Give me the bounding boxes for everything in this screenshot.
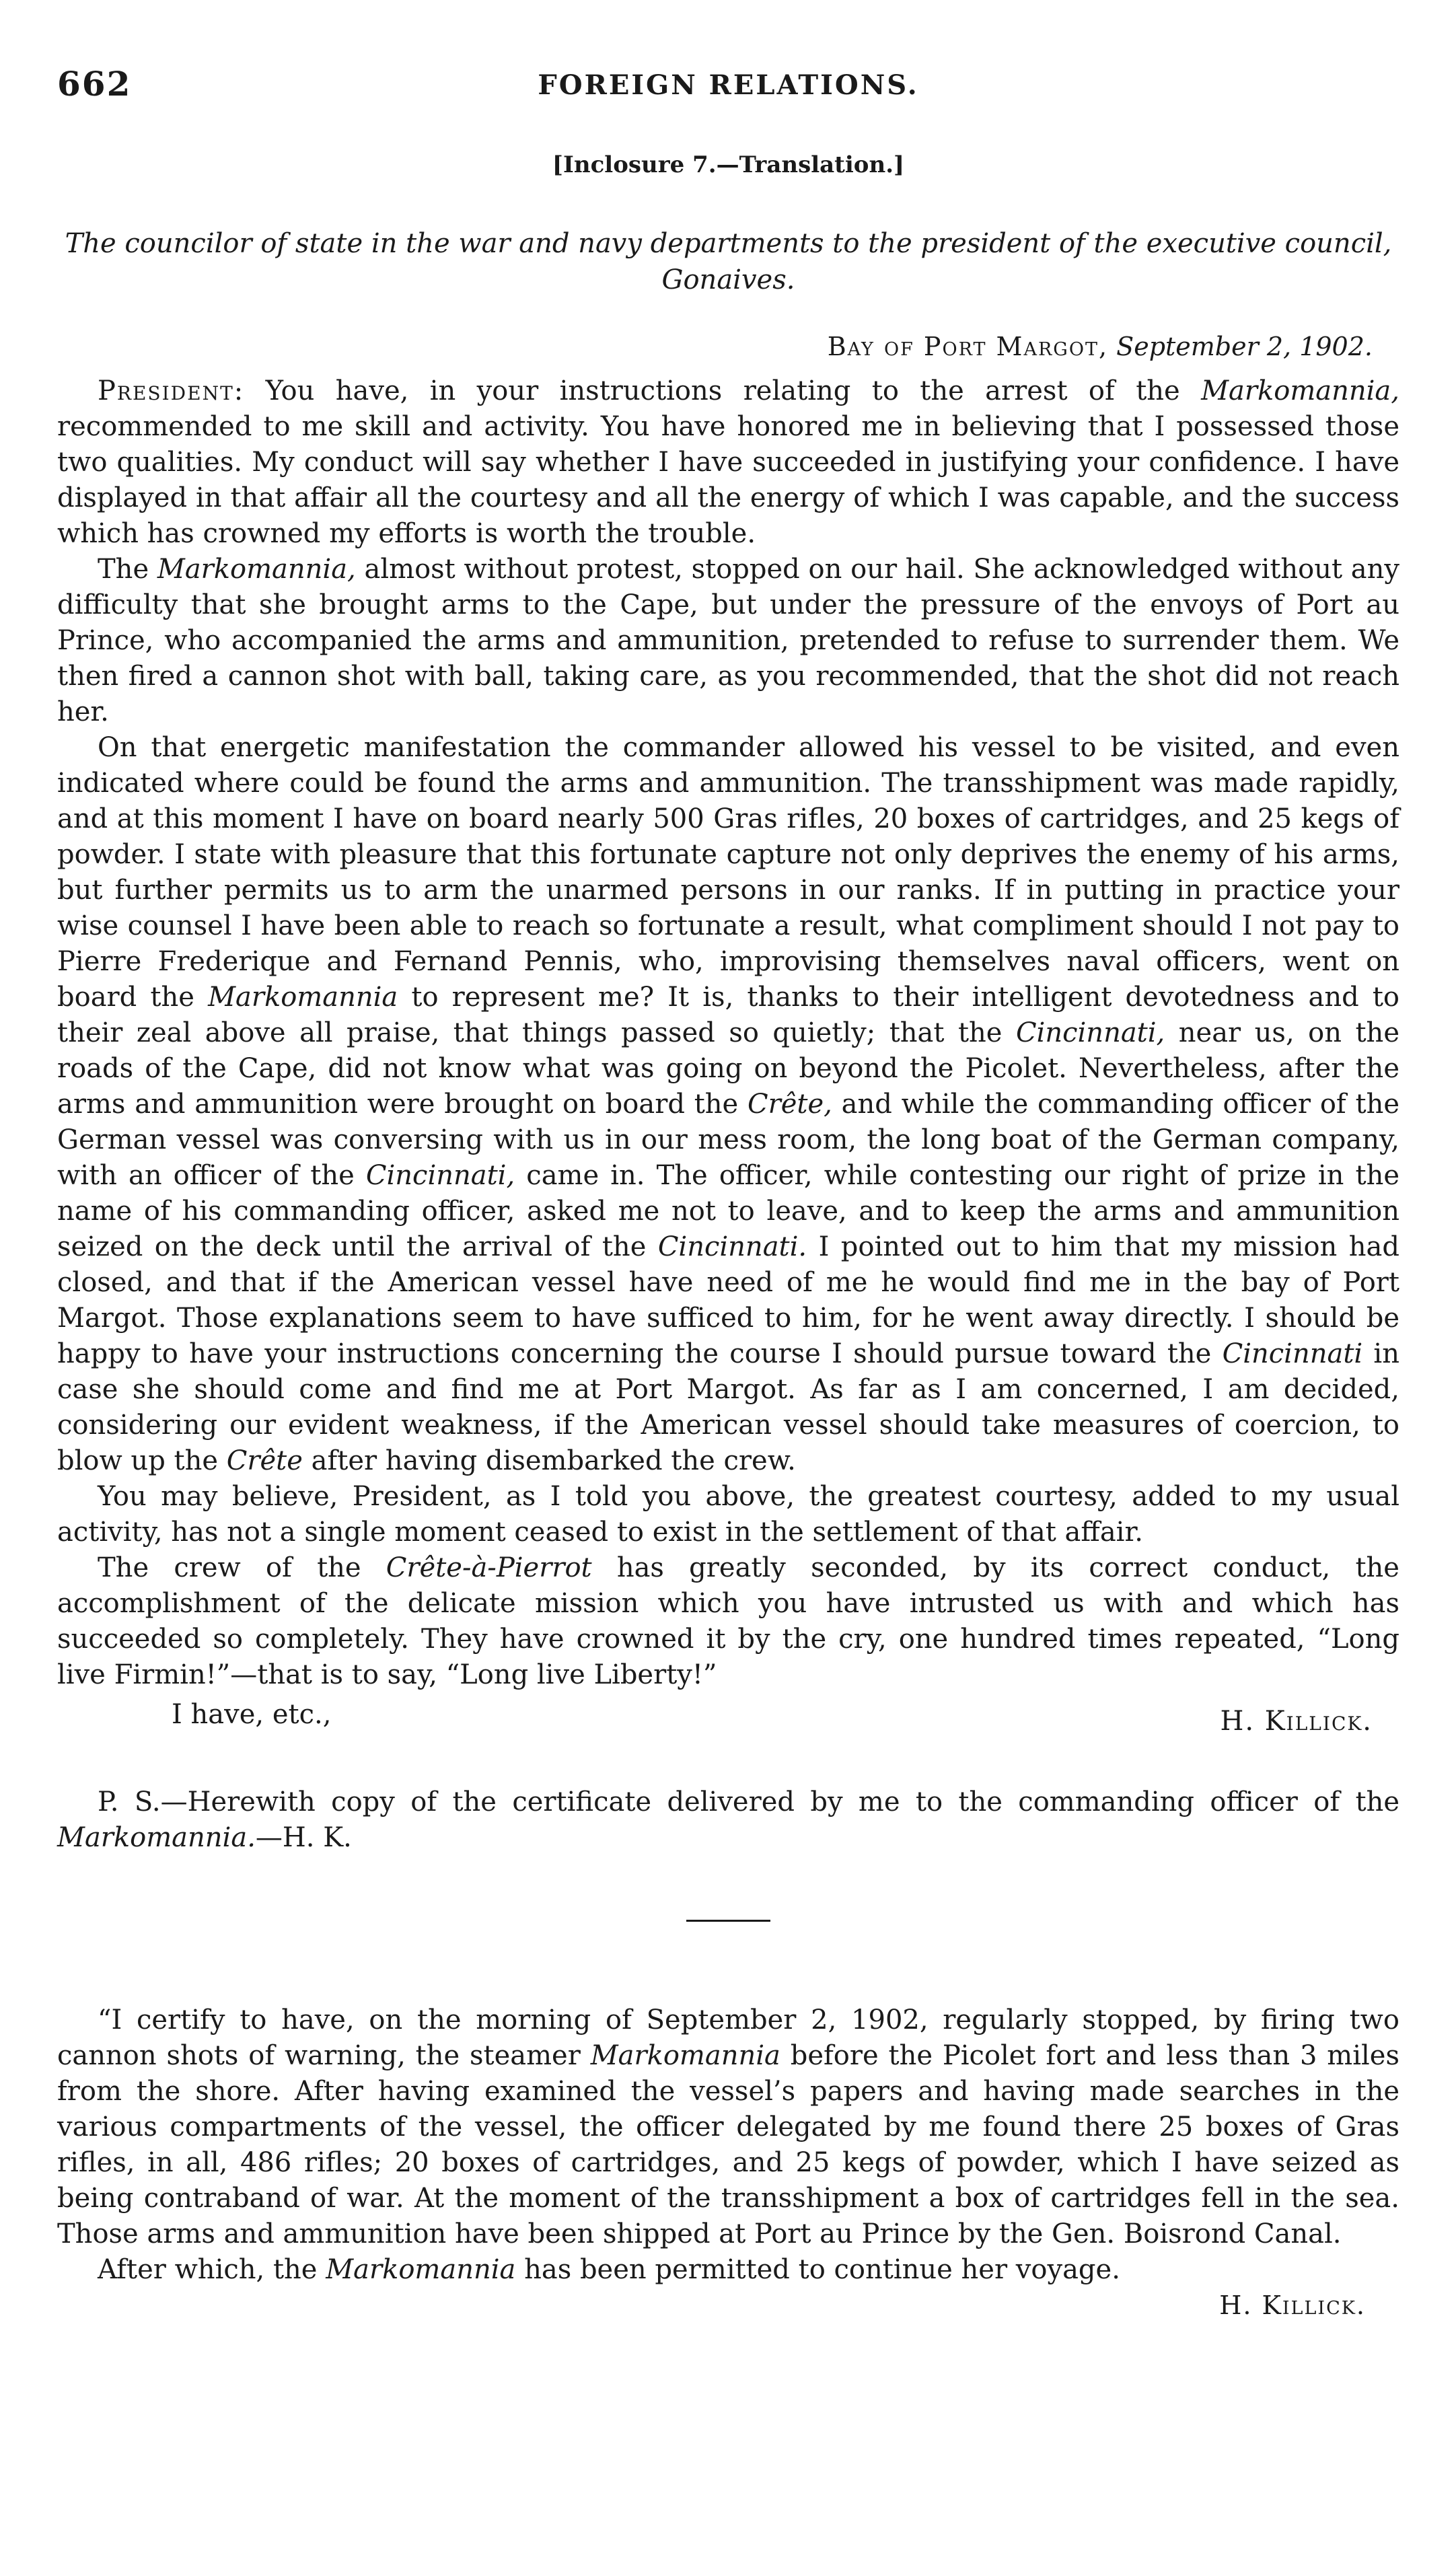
ship-name: Cincinnati, xyxy=(1015,1017,1165,1048)
certificate-signature: H. Killick. xyxy=(1219,2291,1366,2320)
paragraph xyxy=(57,1550,1399,1693)
text-run: P. S.—Herewith copy of the certificate delivered by me to the commanding officer of the xyxy=(98,1787,1399,1817)
enclosure-label xyxy=(57,151,1399,178)
ship-name: Markomannia, xyxy=(1201,375,1399,406)
text-run: came in. The officer, while contesting our right of prize in the name of his commanding officer, asked me not to leave, and to keep the arms and ammunition seized on the deck until the arrival of the xyxy=(57,1160,1399,1262)
text-run: “I certify to have, on the morning of September 2, 1902, regularly stopped, by firing two cannon shots of warning, the steamer xyxy=(57,2005,1399,2071)
ship-name: Markomannia xyxy=(326,2254,516,2285)
ship-name: Cincinnati, xyxy=(365,1160,515,1191)
text-run: On that energetic manifestation the commander allowed his vessel to be visited, and even indicated where could be found the arms and ammunition. The transshipment was made rapidly, and at this moment I have on board nearly 500 Gras rifles, 20 boxes of cartridges, and 25 kegs of powder. I state with pleasure that this fortunate capture not only deprives the enemy of his arms, but further permits us to arm the unarmed persons in our ranks. If in putting in practice your wise counsel I have been able to reach so fortunate a result, what compliment should I not pay to Pierre Frederique and Fernand Pennis, who, improvising themselves naval officers, went on board the xyxy=(57,732,1399,1013)
dateline-date: September 2, 1902. xyxy=(1116,332,1373,361)
postscript xyxy=(57,1784,1399,1856)
page-number: 662 xyxy=(57,64,132,104)
ship-name: Crête xyxy=(226,1445,303,1476)
paragraph xyxy=(57,552,1399,730)
text-run: recommended to me skill and activity. You have honored me in believing that I possessed those two qualities. My conduct will say whether I have succeeded in justifying your confidence. I have displayed in that affair all the courtesy and all the energy of which I was capable, and the success which has crowned my efforts is worth the trouble. xyxy=(57,411,1399,549)
text-run: after having disembarked the crew. xyxy=(302,1445,796,1476)
paragraph xyxy=(57,2003,1399,2252)
certificate-text xyxy=(57,2003,1399,2288)
text-run: I pointed out to him that my mission had closed, and that if the American vessel have need of me he would find me in the bay of Port Margot. Those explanations seem to have sufficed to him, for he went away directly. I should be happy to have your instructions concerning the course I should pursue toward the xyxy=(57,1231,1399,1369)
document-page xyxy=(57,64,1399,2320)
paragraph xyxy=(57,373,1399,552)
text-run: —H. K. xyxy=(255,1822,352,1853)
ship-name: Crête, xyxy=(748,1089,832,1120)
text-run: You have, in your instructions relating to the arrest of the xyxy=(244,375,1202,406)
dateline-place: Bay of Port Margot, xyxy=(827,332,1109,361)
signature: H. Killick. xyxy=(1220,1706,1373,1737)
text-run: near us, on the roads of the Cape, did not know what was going on beyond the Picolet. Nevertheless, after the arms and ammunition were brought on board the xyxy=(57,1017,1399,1120)
paragraph: You may believe, President, as I told you above, the greatest courtesy, added to my usual activity, has not a single moment ceased to exist in the settlement of that affair. xyxy=(57,1481,1399,1548)
salutation: President: xyxy=(98,375,245,406)
dateline xyxy=(57,332,1399,361)
text-run: After which, the xyxy=(98,2254,326,2285)
text-run: The xyxy=(98,554,157,585)
complimentary-close: I have, etc., xyxy=(172,1699,332,1730)
text-run: The crew of the xyxy=(98,1552,386,1583)
enclosure-text: [Inclosure 7.—Translation.] xyxy=(552,151,905,178)
ship-name: Cincinnati xyxy=(1222,1338,1363,1369)
text-run: has been permitted to continue her voyage. xyxy=(515,2254,1120,2285)
text-run: almost without protest, stopped on our hail. She acknowledged without any difficulty that she brought arms to the Cape, but under the pressure of the envoys of Port au Prince, who accompanied the arms and ammunition, pretended to refuse to surrender them. We then fired a cannon shot with ball, taking care, as you recommended, that the shot did not reach her. xyxy=(57,554,1400,727)
page-header xyxy=(57,64,1399,138)
text-run: has greatly seconded, by its correct conduct, the accomplishment of the delicate mission which you have intrusted us with and which has succeeded so completely. They have crowned it by the cry, one hundred times repeated, “Long live Firmin!”—that is to say, “Long live Liberty!” xyxy=(57,1552,1399,1690)
text-run: to represent me? It is, thanks to their intelligent devotedness and to their zeal above all praise, that things passed so quietly; that the xyxy=(57,982,1400,1048)
paragraph xyxy=(57,2252,1399,2288)
letter-closing xyxy=(57,1697,1399,1744)
ship-name: Markomannia. xyxy=(57,1822,256,1853)
text-run: in case she should come and find me at Port Margot. As far as I am concerned, I am decided, considering our evident weakness, if the American vessel should take measures of coercion, to blow up the xyxy=(57,1338,1399,1476)
running-head: FOREIGN RELATIONS. xyxy=(538,69,919,101)
text-run: and while the commanding officer of the German vessel was conversing with us in our mess room, the long boat of the German company, with an officer of the xyxy=(57,1089,1400,1191)
text-run: before the Picolet fort and less than 3 miles from the shore. After having examined the vessel’s papers and having made searches in the various compartments of the vessel, the officer delegated by me found there 25 boxes of Gras rifles, in all, 486 rifles; 20 boxes of cartridges, and 25 kegs of powder, which I have seized as being contraband of war. At the moment of the transshipment a box of cartridges fell in the sea. Those arms and ammunition have been shipped at Port au Prince by the Gen. Boisrond Canal. xyxy=(57,2040,1399,2249)
ship-name: Markomannia xyxy=(208,982,398,1013)
ship-name: Crête-à-Pierrot xyxy=(386,1552,592,1583)
document-title: The councilor of state in the war and navy departments to the president of the executive council, Gonaives. xyxy=(65,228,1392,295)
section-divider xyxy=(686,1920,770,1922)
ship-name: Markomannia, xyxy=(157,554,356,585)
letter-body xyxy=(57,373,1399,1693)
ship-name: Cincinnati. xyxy=(657,1231,807,1262)
paragraph xyxy=(57,730,1399,1479)
ship-name: Markomannia xyxy=(590,2040,780,2071)
